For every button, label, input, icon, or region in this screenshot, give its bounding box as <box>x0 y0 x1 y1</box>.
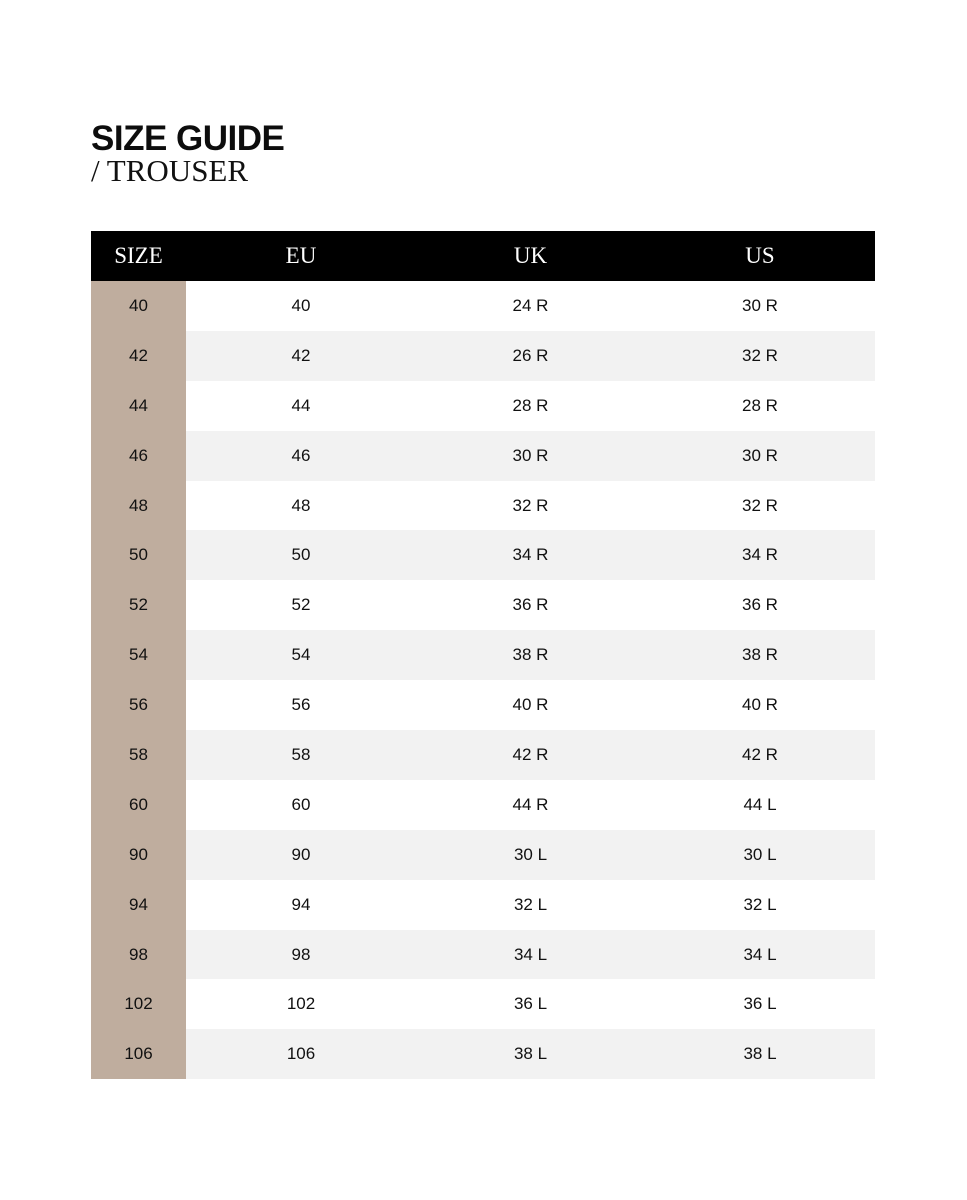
uk-cell: 38 R <box>416 630 645 680</box>
size-cell: 50 <box>91 530 186 580</box>
size-cell: 54 <box>91 630 186 680</box>
uk-cell: 42 R <box>416 730 645 780</box>
column-header-uk: UK <box>416 231 645 281</box>
us-cell: 44 L <box>645 780 875 830</box>
eu-cell: 42 <box>186 331 416 381</box>
table-row <box>91 481 875 531</box>
eu-cell: 90 <box>186 830 416 880</box>
size-cell: 46 <box>91 431 186 481</box>
size-cell: 58 <box>91 730 186 780</box>
uk-cell: 26 R <box>416 331 645 381</box>
eu-cell: 48 <box>186 481 416 531</box>
table-row <box>91 680 875 730</box>
size-cell: 56 <box>91 680 186 730</box>
table-row <box>91 331 875 381</box>
eu-cell: 40 <box>186 281 416 331</box>
eu-cell: 58 <box>186 730 416 780</box>
uk-cell: 24 R <box>416 281 645 331</box>
eu-cell: 94 <box>186 880 416 930</box>
uk-cell: 32 R <box>416 481 645 531</box>
size-cell: 94 <box>91 880 186 930</box>
table-row <box>91 381 875 431</box>
table-row <box>91 979 875 1029</box>
size-cell: 60 <box>91 780 186 830</box>
uk-cell: 30 L <box>416 830 645 880</box>
eu-cell: 46 <box>186 431 416 481</box>
us-cell: 34 L <box>645 930 875 980</box>
uk-cell: 34 R <box>416 530 645 580</box>
table-row <box>91 630 875 680</box>
size-cell: 52 <box>91 580 186 630</box>
size-table <box>91 231 875 1079</box>
table-row <box>91 880 875 930</box>
size-cell: 44 <box>91 381 186 431</box>
size-cell: 90 <box>91 830 186 880</box>
table-row <box>91 780 875 830</box>
uk-cell: 36 R <box>416 580 645 630</box>
eu-cell: 56 <box>186 680 416 730</box>
uk-cell: 30 R <box>416 431 645 481</box>
us-cell: 32 R <box>645 481 875 531</box>
size-cell: 102 <box>91 979 186 1029</box>
table-header <box>91 231 875 281</box>
table-row <box>91 930 875 980</box>
table-header-row <box>91 231 875 281</box>
table-body <box>91 281 875 1079</box>
eu-cell: 52 <box>186 580 416 630</box>
column-header-eu: EU <box>186 231 416 281</box>
size-cell: 40 <box>91 281 186 331</box>
table-row <box>91 530 875 580</box>
size-cell: 48 <box>91 481 186 531</box>
table-row <box>91 1029 875 1079</box>
page-subtitle: / TROUSER <box>91 153 249 188</box>
us-cell: 38 R <box>645 630 875 680</box>
uk-cell: 38 L <box>416 1029 645 1079</box>
eu-cell: 102 <box>186 979 416 1029</box>
column-header-size: SIZE <box>91 231 186 281</box>
size-cell: 98 <box>91 930 186 980</box>
us-cell: 40 R <box>645 680 875 730</box>
uk-cell: 36 L <box>416 979 645 1029</box>
us-cell: 30 L <box>645 830 875 880</box>
table-row <box>91 830 875 880</box>
size-cell: 42 <box>91 331 186 381</box>
eu-cell: 50 <box>186 530 416 580</box>
eu-cell: 60 <box>186 780 416 830</box>
uk-cell: 44 R <box>416 780 645 830</box>
eu-cell: 98 <box>186 930 416 980</box>
size-guide-heading <box>91 118 284 188</box>
us-cell: 32 R <box>645 331 875 381</box>
us-cell: 42 R <box>645 730 875 780</box>
us-cell: 36 R <box>645 580 875 630</box>
uk-cell: 40 R <box>416 680 645 730</box>
table-row <box>91 431 875 481</box>
us-cell: 38 L <box>645 1029 875 1079</box>
eu-cell: 54 <box>186 630 416 680</box>
us-cell: 28 R <box>645 381 875 431</box>
uk-cell: 34 L <box>416 930 645 980</box>
table-row <box>91 580 875 630</box>
page-title: SIZE GUIDE <box>91 119 285 158</box>
us-cell: 30 R <box>645 431 875 481</box>
uk-cell: 28 R <box>416 381 645 431</box>
uk-cell: 32 L <box>416 880 645 930</box>
column-header-us: US <box>645 231 875 281</box>
size-cell: 106 <box>91 1029 186 1079</box>
table-row <box>91 730 875 780</box>
eu-cell: 44 <box>186 381 416 431</box>
us-cell: 30 R <box>645 281 875 331</box>
us-cell: 34 R <box>645 530 875 580</box>
us-cell: 36 L <box>645 979 875 1029</box>
eu-cell: 106 <box>186 1029 416 1079</box>
us-cell: 32 L <box>645 880 875 930</box>
table-row <box>91 281 875 331</box>
